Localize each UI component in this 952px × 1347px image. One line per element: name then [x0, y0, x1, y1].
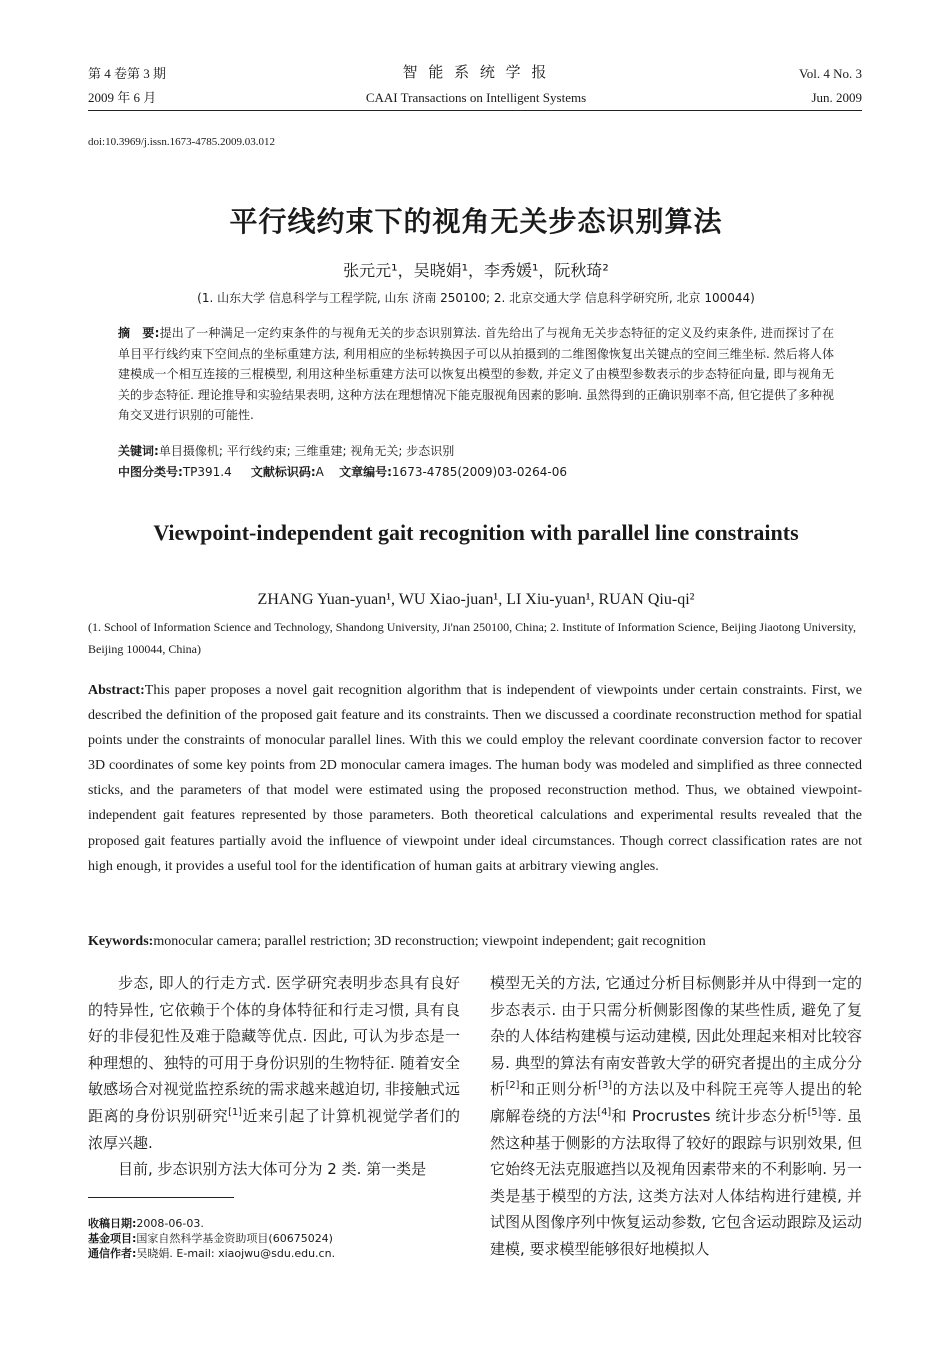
- body-text: 的方法以及中科院王亮等人提出的轮廓解卷绕的方法: [490, 1080, 862, 1125]
- body-text: 步态, 即人的行走方式. 医学研究表明步态具有良好的特异性, 它依赖于个体的身体特征和行走习惯, 具有良好的非侵犯性及难于隐藏等优点. 因此, 可认为步态是一种理想的、独特的可用于身份识别的生物特征. 随着安全敏感场合对视觉监控系统的需求越来越迫切, 非接触式远距离的身份识别研究: [88, 974, 460, 1125]
- title-cn: 平行线约束下的视角无关步态识别算法: [229, 205, 723, 238]
- footnote: [88, 1216, 460, 1261]
- body-left-column: [88, 970, 460, 1183]
- journal-title-en: CAAI Transactions on Intelligent Systems: [365, 90, 587, 105]
- citation-2: [2]: [505, 1080, 520, 1092]
- keywords-en: [88, 929, 862, 954]
- keywords-cn: [118, 441, 834, 462]
- issue-label: 第 4 卷第 3 期: [88, 66, 167, 81]
- citation-1: [1]: [228, 1106, 242, 1118]
- abstract-en-text: This paper proposes a novel gait recognition algorithm that is independent of viewpoints under certain constraints. First, we described the definition of the proposed gait feature and its constraints. Then we discussed a coordinate reconstruction method for spatial points under the constraints of monocular parallel lines. With this we could employ the relevant coordinate conversion factor to recover 3D coordinates of some key points from 2D monocular camera images. The human body was modeled and simplified as three connected sticks, and the parameters of that model were estimated using the proposed reconstruction method. Thus, we obtained viewpoint-independent gait features represented by those parameters. Both theoretical calculations and experimental results revealed that the proposed gait features partially avoid the influence of viewpoint under ideal circumstances. Though correct classification rates are not high enough, it provides a useful tool for the identification of human gaits at arbitrary viewing angles.: [88, 683, 862, 874]
- corresponding-author-line: [88, 1246, 460, 1261]
- abstract-en: [88, 678, 862, 879]
- journal-title-cn: 智 能 系 统 学 报: [402, 63, 550, 81]
- citation-4: [4]: [597, 1106, 612, 1118]
- keywords-en-label: Keywords:: [88, 934, 154, 949]
- volume-label: Vol. 4 No. 3: [799, 66, 862, 81]
- body-text: 和正则分析: [519, 1080, 599, 1099]
- classification-line: [118, 462, 834, 483]
- title-en: Viewpoint-independent gait recognition with parallel line constraints: [153, 520, 799, 545]
- keywords-en-text: monocular camera; parallel restriction; 3D reconstruction; viewpoint independent; gait recognition: [153, 934, 706, 949]
- month-label: Jun. 2009: [811, 90, 862, 105]
- abstract-en-label: Abstract:: [88, 683, 145, 698]
- article-no-value: 1673-4785(2009)03-0264-06: [391, 465, 567, 479]
- body-paragraph-2: 目前, 步态识别方法大体可分为 2 类. 第一类是: [118, 1160, 427, 1179]
- body-right-column: [490, 970, 862, 1263]
- fund-label: 基金项目:: [88, 1232, 137, 1245]
- author-value: 吴晓娟. E-mail: xiaojwu@sdu.edu.cn.: [136, 1247, 336, 1260]
- body-text: 模型无关的方法, 它通过分析目标侧影并从中得到一定的步态表示. 由于只需分析侧影图像的某些性质, 避免了复杂的人体结构建模与运动建模, 因此处理起来相对比较容易. 典型的算法有南安普敦大学的研究者提出的主成分分析: [490, 974, 862, 1099]
- doi: doi:10.3969/j.issn.1673-4785.2009.03.012: [88, 136, 276, 148]
- fund-value: 国家自然科学基金资助项目(60675024): [136, 1232, 333, 1245]
- doc-code-label: 文献标识码:: [250, 465, 316, 479]
- affiliation-en: (1. School of Information Science and Technology, Shandong University, Ji'nan 250100, China; 2. Institute of Information Science, Beijing Jiaotong University, Beijing 100044, China): [88, 620, 856, 656]
- doc-code-value: A: [315, 465, 324, 479]
- author-label: 通信作者:: [88, 1247, 137, 1260]
- body-paragraph-3: [490, 970, 862, 1263]
- date-label: 2009 年 6 月: [88, 90, 157, 105]
- body-text: 近来引起了计算机视觉学者们的浓厚兴趣.: [88, 1106, 460, 1152]
- article-no-label: 文章编号:: [339, 465, 392, 479]
- citation-3: [3]: [598, 1080, 612, 1092]
- body-text: 和 Procrustes 统计步态分析: [611, 1106, 808, 1125]
- abstract-cn-label: 摘 要:: [118, 326, 160, 340]
- body-text: 等. 虽然这种基于侧影的方法取得了较好的跟踪与识别效果, 但它始终无法克服遮挡以及视角因素带来的不利影响. 另一类是基于模型的方法, 这类方法对人体结构进行建模, 并试图从图像序列中恢复运动参数, 它包含运动跟踪及运动建模, 要求模型能够很好地模拟人: [490, 1106, 862, 1258]
- abstract-cn: [118, 323, 834, 426]
- abstract-cn-text: 提出了一种满足一定约束条件的与视角无关的步态识别算法. 首先给出了与视角无关步态特征的定义及约束条件, 进而探讨了在单目平行线约束下空间点的坐标重建方法, 利用相应的坐标转换因子可以从拍摄到的二维图像恢复出关键点的空间三维坐标. 然后将人体建模成一个相互连接的三棍模型, 利用这种坐标重建方法可以恢复出模型的参数, 并定义了由模型参数表示的步态特征向量, 即与视角无关的步态特征. 理论推导和实验结果表明, 这种方法在理想情况下能克服视角因素的影响. 虽然得到的正确识别率不高, 但它提供了多种视角交叉进行识别的可能性.: [118, 326, 834, 422]
- keywords-cn-text: 单目摄像机; 平行线约束; 三维重建; 视角无关; 步态识别: [158, 444, 455, 458]
- footnote-rule: [88, 1197, 234, 1198]
- body-paragraph-1: [88, 970, 460, 1156]
- fund-line: [88, 1231, 460, 1246]
- clc-label: 中图分类号:: [118, 465, 183, 479]
- authors-cn: 张元元¹，吴晓娟¹，李秀媛¹，阮秋琦²: [343, 261, 609, 280]
- clc-value: TP391.4: [182, 465, 232, 479]
- header-rule: [88, 110, 862, 111]
- received-line: [88, 1216, 460, 1231]
- citation-5: [5]: [807, 1106, 822, 1118]
- received-value: 2008-06-03.: [136, 1217, 204, 1230]
- affiliation-cn: (1. 山东大学 信息科学与工程学院, 山东 济南 250100; 2. 北京交通大学 信息科学研究所, 北京 100044): [197, 291, 755, 305]
- keywords-cn-label: 关键词:: [118, 444, 159, 458]
- received-label: 收稿日期:: [88, 1217, 137, 1230]
- authors-en: ZHANG Yuan-yuan¹, WU Xiao-juan¹, LI Xiu-yuan¹, RUAN Qiu-qi²: [257, 591, 695, 608]
